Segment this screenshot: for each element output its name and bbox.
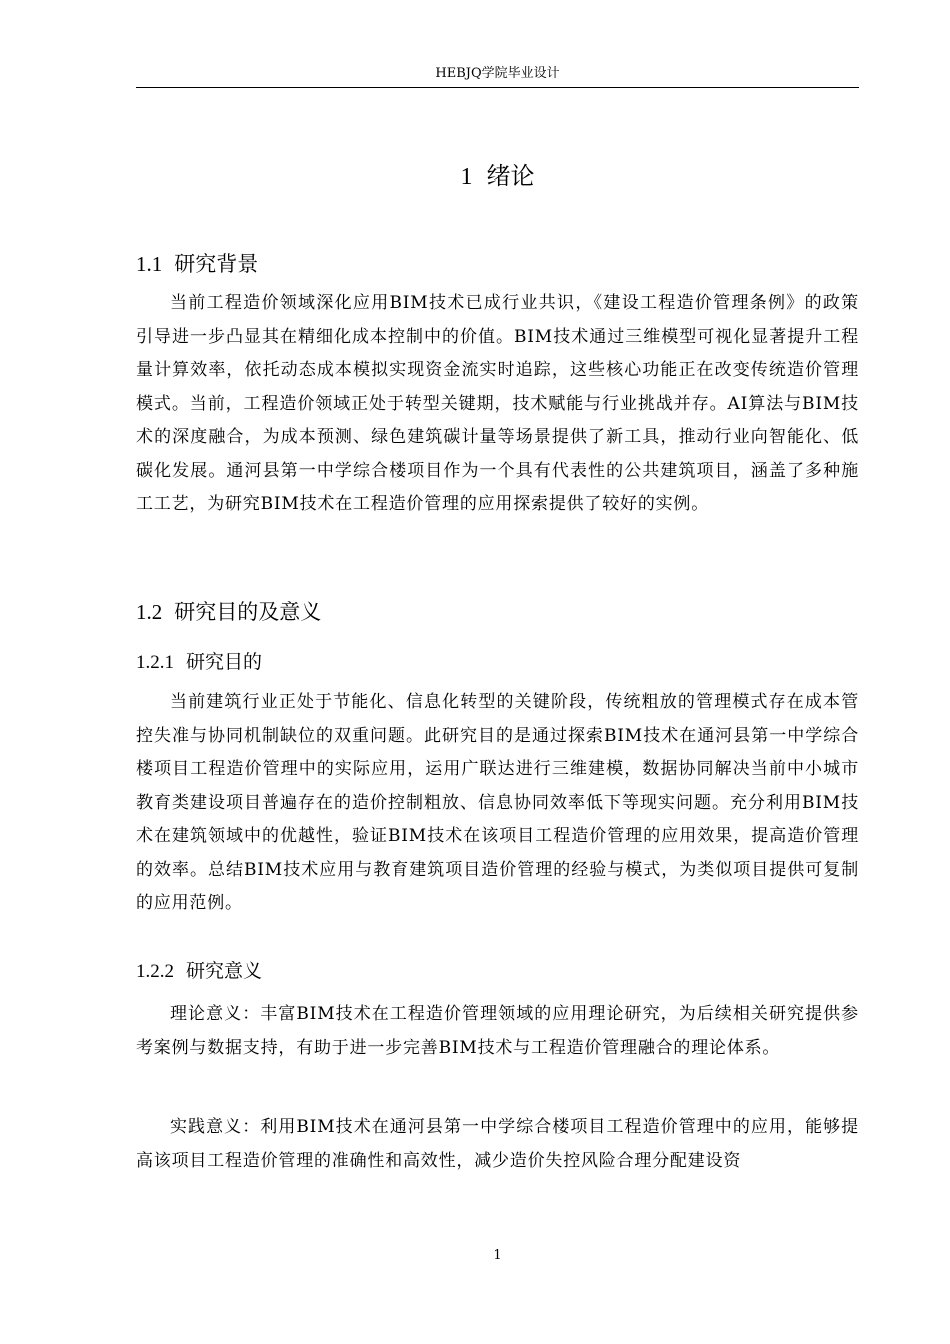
chapter-title-text: 绪论 (486, 162, 535, 190)
subsection-heading-1-2-2 (136, 956, 262, 987)
paragraph-research-background: 当前工程造价领域深化应用BIM技术已成行业共识，《建设工程造价管理条例》的政策引导进一步凸显其在精细化成本控制中的价值。BIM技术通过三维模型可视化显著提升工程量计算效率，依托动态成本模拟实现资金流实时追踪，这些核心功能正在改变传统造价管理模式。当前，工程造价领域正处于转型关键期，技术赋能与行业挑战并存。AI算法与BIM技术的深度融合，为成本预测、绿色建筑碳计量等场景提供了新工具，推动行业向智能化、低碳化发展。通河县第一中学综合楼项目作为一个具有代表性的公共建筑项目，涵盖了多种施工工艺，为研究BIM技术在工程造价管理的应用探索提供了较好的实例。 (136, 293, 859, 514)
header-text: HEBJQ学院毕业设计 (435, 66, 560, 81)
subsection-title: 研究目的 (186, 651, 263, 673)
paragraph-research-purpose: 当前建筑行业正处于节能化、信息化转型的关键阶段，传统粗放的管理模式存在成本管控失准与协同机制缺位的双重问题。此研究目的是通过探索BIM技术在通河县第一中学综合楼项目工程造价管理中的实际应用，运用广联达进行三维建模，数据协同解决当前中小城市教育类建设项目普遍存在的造价控制粗放、信息协同效率低下等现实问题。充分利用BIM技术在建筑领域中的优越性，验证BIM技术在该项目工程造价管理的应用效果，提高造价管理的效率。总结BIM技术应用与教育建筑项目造价管理的经验与模式，为类似项目提供可复制的应用范例。 (136, 692, 859, 913)
page-footer (136, 1246, 859, 1266)
page-header (136, 64, 859, 88)
subsection-number: 1.2.1 (136, 652, 174, 673)
header-divider (136, 87, 859, 88)
chapter-title (136, 158, 859, 195)
chapter-number: 1 (460, 164, 473, 190)
paragraph-theoretical-significance: 理论意义：丰富BIM技术在工程造价管理领域的应用理论研究，为后续相关研究提供参考案例与数据支持，有助于进一步完善BIM技术与工程造价管理融合的理论体系。 (136, 1004, 859, 1058)
page-number: 1 (493, 1248, 502, 1263)
section-number: 1.2 (136, 600, 163, 624)
subsection-title: 研究意义 (186, 960, 263, 982)
subsection-number: 1.2.2 (136, 961, 174, 982)
section-title: 研究目的及意义 (174, 600, 322, 624)
paragraph-practical-significance: 实践意义：利用BIM技术在通河县第一中学综合楼项目工程造价管理中的应用，能够提高该项目工程造价管理的准确性和高效性，减少造价失控风险合理分配建设资 (136, 1117, 859, 1171)
section-heading-1-1 (136, 248, 258, 280)
subsection-heading-1-2-1 (136, 647, 262, 678)
section-title: 研究背景 (174, 252, 259, 276)
section-heading-1-2 (136, 596, 321, 628)
section-number: 1.1 (136, 252, 163, 276)
